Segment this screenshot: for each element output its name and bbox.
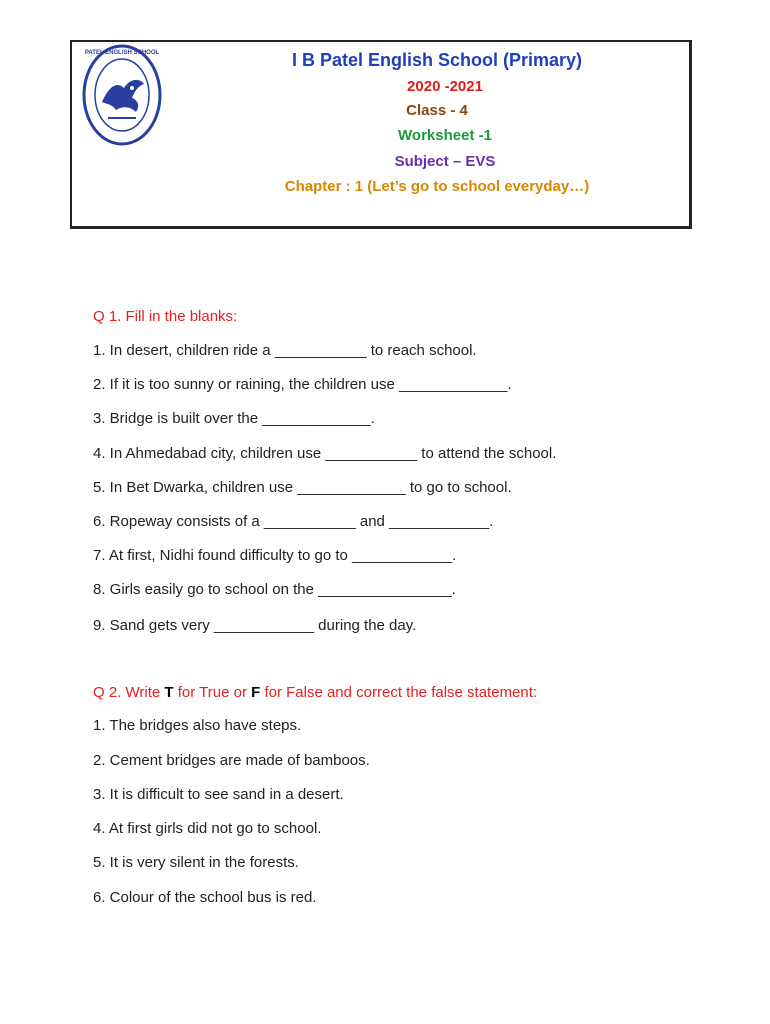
worksheet-label: Worksheet -1 <box>398 127 492 144</box>
class-label: Class - 4 <box>406 102 468 119</box>
q2-item: 6. Colour of the school bus is red. <box>93 889 317 906</box>
q1-item: 8. Girls easily go to school on the ________________. <box>93 581 456 598</box>
q2-item: 3. It is difficult to see sand in a desert. <box>93 786 344 803</box>
q2-item: 2. Cement bridges are made of bamboos. <box>93 752 370 769</box>
q2-item: 4. At first girls did not go to school. <box>93 820 322 837</box>
q1-item: 5. In Bet Dwarka, children use _____________ to go to school. <box>93 479 512 496</box>
q1-item: 7. At first, Nidhi found difficulty to go to ____________. <box>93 547 457 564</box>
q2-title: Q 2. Write T for True or F for False and correct the false statement: <box>93 684 538 701</box>
academic-year: 2020 -2021 <box>407 78 483 95</box>
q1-item: 4. In Ahmedabad city, children use ___________ to attend the school. <box>93 445 557 462</box>
q1-title: Q 1. Fill in the blanks: <box>93 308 238 325</box>
q1-item: 3. Bridge is built over the _____________. <box>93 410 375 427</box>
chapter-label: Chapter : 1 (Let’s go to school everyday…) <box>284 178 590 195</box>
q1-item: 1. In desert, children ride a ___________ to reach school. <box>93 342 477 359</box>
q1-item: 9. Sand gets very ____________ during the day. <box>93 617 417 634</box>
subject-label: Subject – EVS <box>394 153 496 170</box>
school-name: I B Patel English School (Primary) <box>291 50 583 70</box>
logo-text-top: PATEL ENGLISH SCHOOL <box>84 50 160 56</box>
q2-item: 1. The bridges also have steps. <box>93 717 302 734</box>
q1-item: 6. Ropeway consists of a ___________ and ____________. <box>93 513 494 530</box>
q2-item: 5. It is very silent in the forests. <box>93 854 299 871</box>
q1-item: 2. If it is too sunny or raining, the children use _____________. <box>93 376 512 393</box>
